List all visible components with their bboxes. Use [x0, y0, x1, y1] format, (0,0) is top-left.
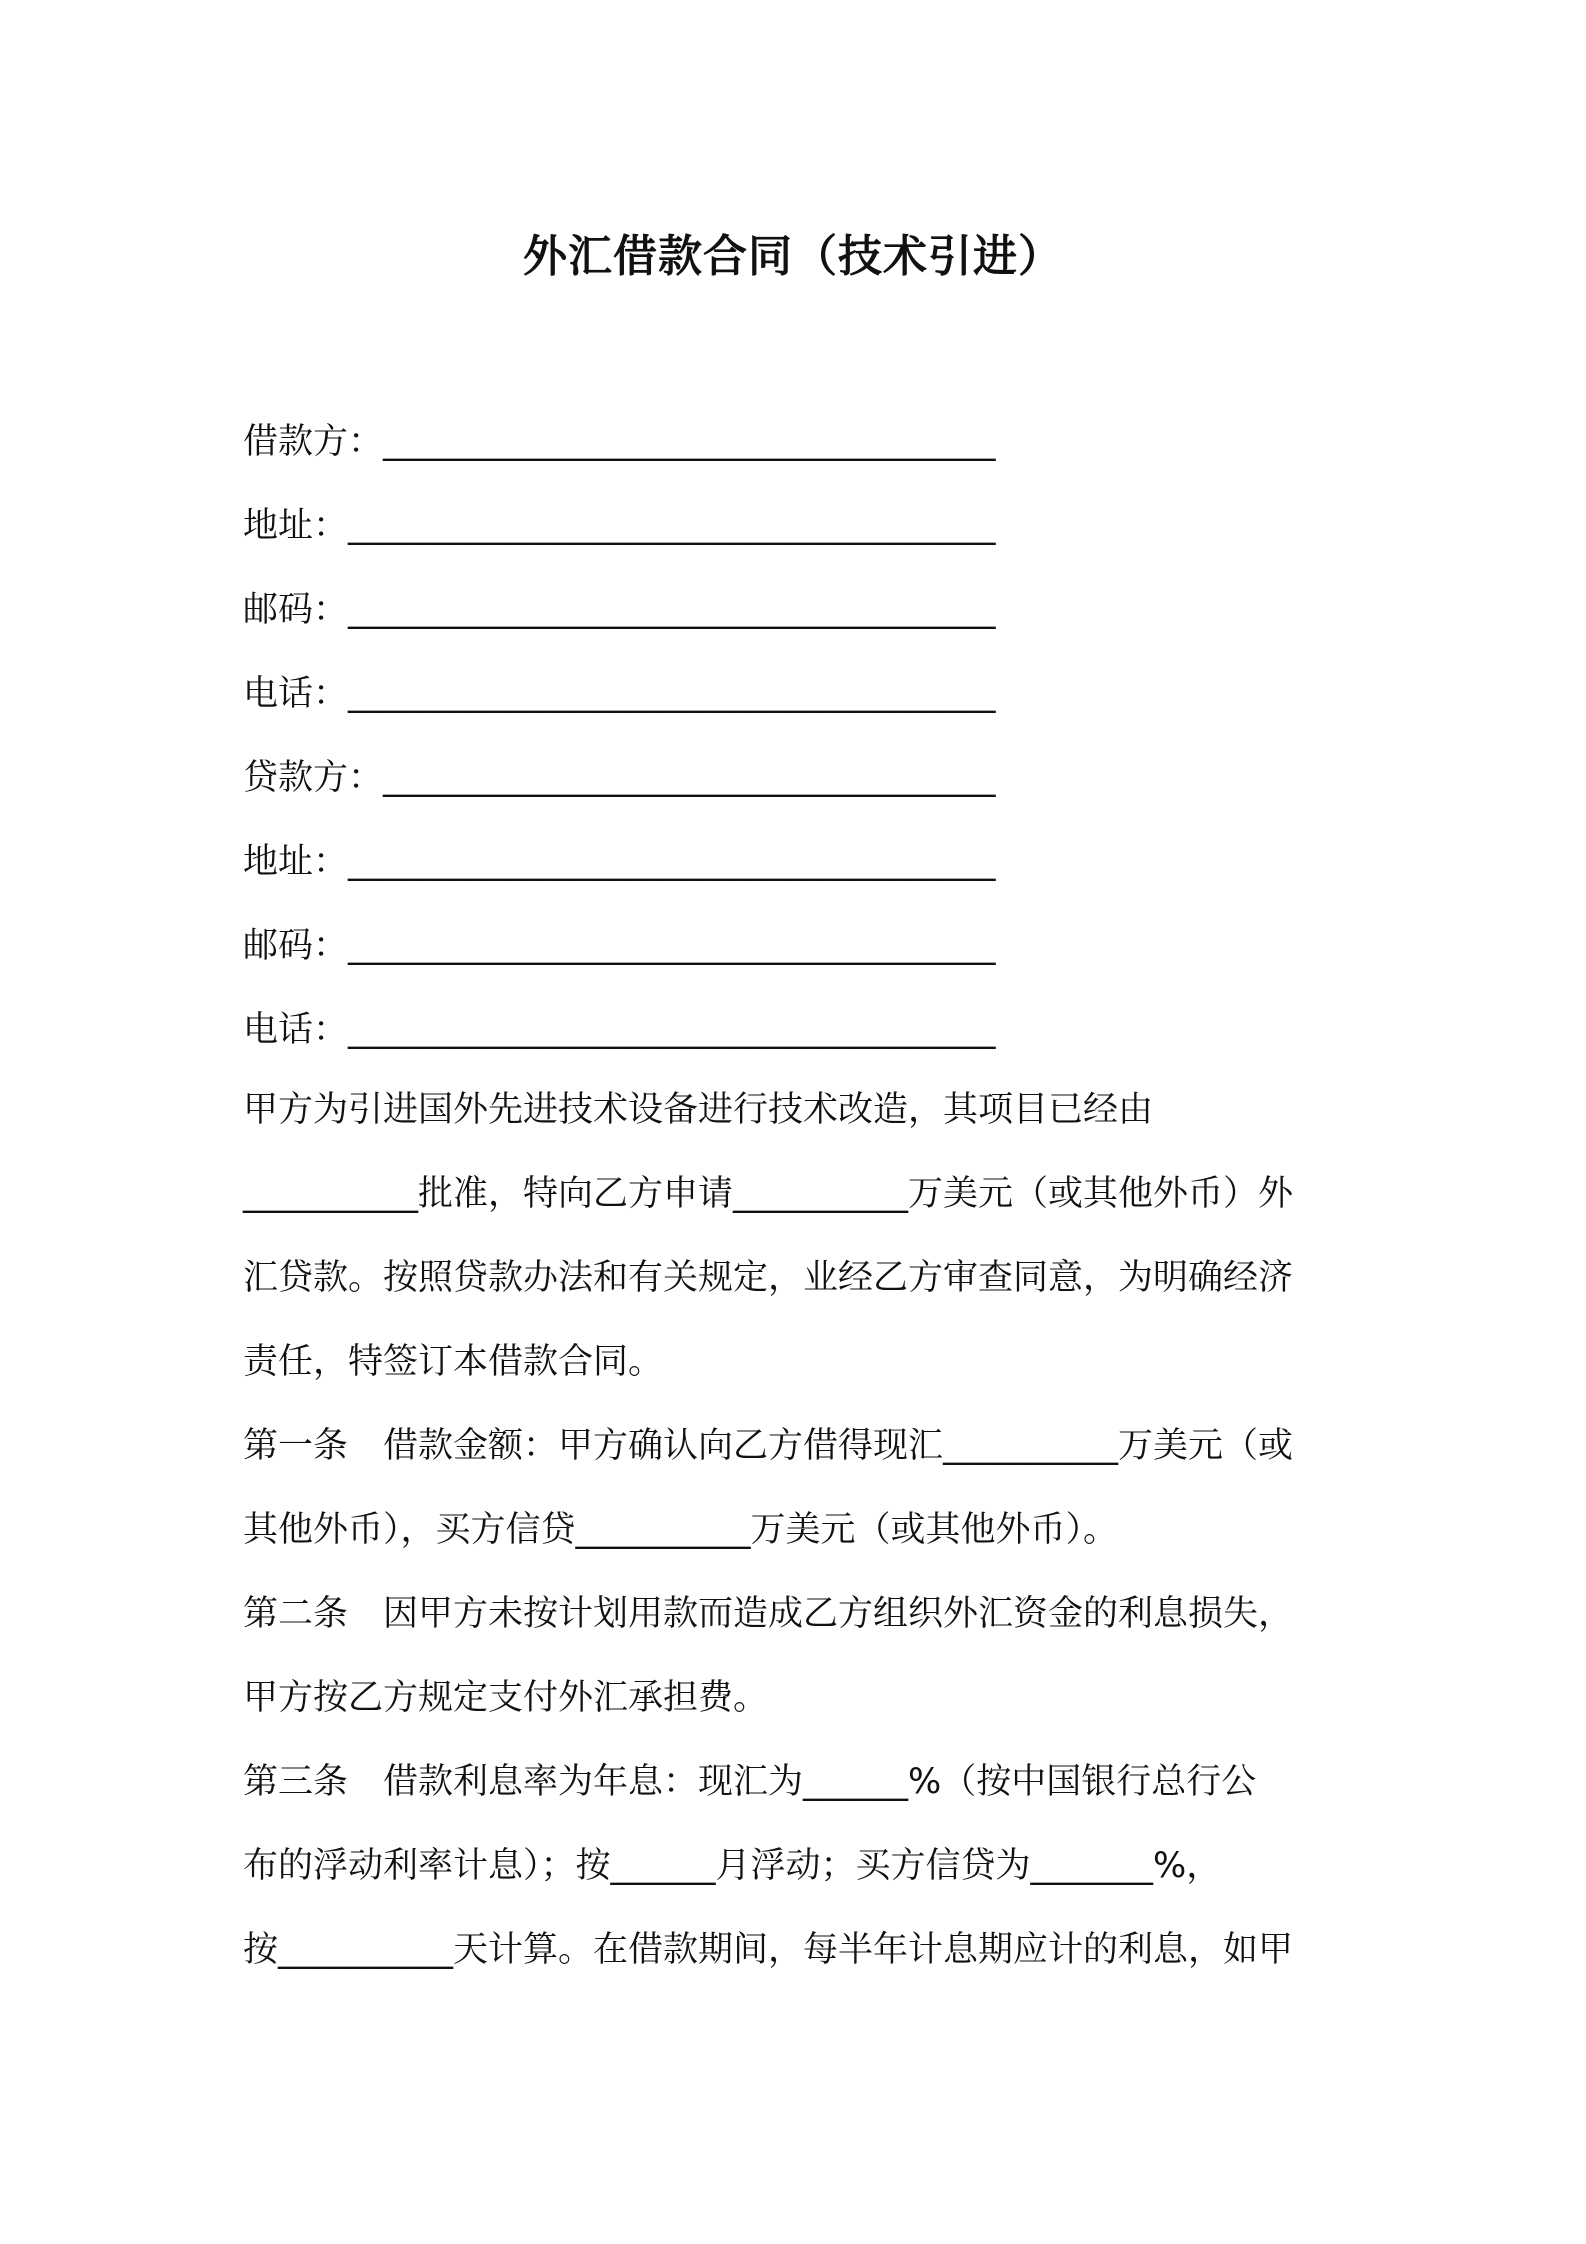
article-1-line: 第一条 借款金额：甲方确认向乙方借得现汇__________万美元（或 — [243, 1426, 1294, 1466]
field-lender — [243, 754, 996, 802]
field-lender-address — [243, 838, 996, 886]
field-blank: _____________________________________ — [348, 926, 996, 966]
field-borrower-postcode — [243, 586, 996, 634]
body-line: 甲方为引进国外先进技术设备进行技术改造，其项目已经由 — [243, 1090, 1154, 1130]
field-blank: _____________________________________ — [348, 506, 996, 546]
body-line: __________批准，特向乙方申请__________万美元（或其他外币）外 — [243, 1174, 1294, 1214]
field-borrower-phone — [243, 670, 996, 718]
article-3-line: 布的浮动利率计息）；按______月浮动；买方信贷为_______%， — [243, 1846, 1222, 1886]
field-blank: ___________________________________ — [383, 758, 996, 798]
article-3-line: 第三条 借款利息率为年息：现汇为______%（按中国银行总行公 — [243, 1762, 1257, 1802]
field-blank: _____________________________________ — [348, 674, 996, 714]
field-borrower-address — [243, 502, 996, 550]
field-blank: _____________________________________ — [348, 1010, 996, 1050]
field-blank: _____________________________________ — [348, 842, 996, 882]
field-label: 电话： — [243, 1010, 349, 1050]
field-label: 邮码： — [243, 590, 349, 630]
document-title: 外汇借款合同（技术引进） — [523, 231, 1063, 282]
field-label: 地址： — [243, 842, 349, 882]
field-blank: ___________________________________ — [383, 422, 996, 462]
article-1-line: 其他外币），买方信贷__________万美元（或其他外币）。 — [243, 1510, 1119, 1550]
field-label: 电话： — [243, 674, 349, 714]
field-label: 贷款方： — [243, 758, 384, 798]
field-label: 借款方： — [243, 422, 384, 462]
field-label: 地址： — [243, 506, 349, 546]
article-2-line: 第二条 因甲方未按计划用款而造成乙方组织外汇资金的利息损失， — [243, 1594, 1294, 1634]
field-lender-postcode — [243, 922, 996, 970]
article-2-line: 甲方按乙方规定支付外汇承担费。 — [243, 1678, 769, 1718]
body-line: 责任，特签订本借款合同。 — [243, 1342, 664, 1382]
field-label: 邮码： — [243, 926, 349, 966]
article-3-line: 按__________天计算。在借款期间，每半年计息期应计的利息，如甲 — [243, 1930, 1294, 1970]
field-lender-phone — [243, 1006, 996, 1054]
body-line: 汇贷款。按照贷款办法和有关规定，业经乙方审查同意，为明确经济 — [243, 1258, 1294, 1298]
field-borrower — [243, 418, 996, 466]
field-blank: _____________________________________ — [348, 590, 996, 630]
